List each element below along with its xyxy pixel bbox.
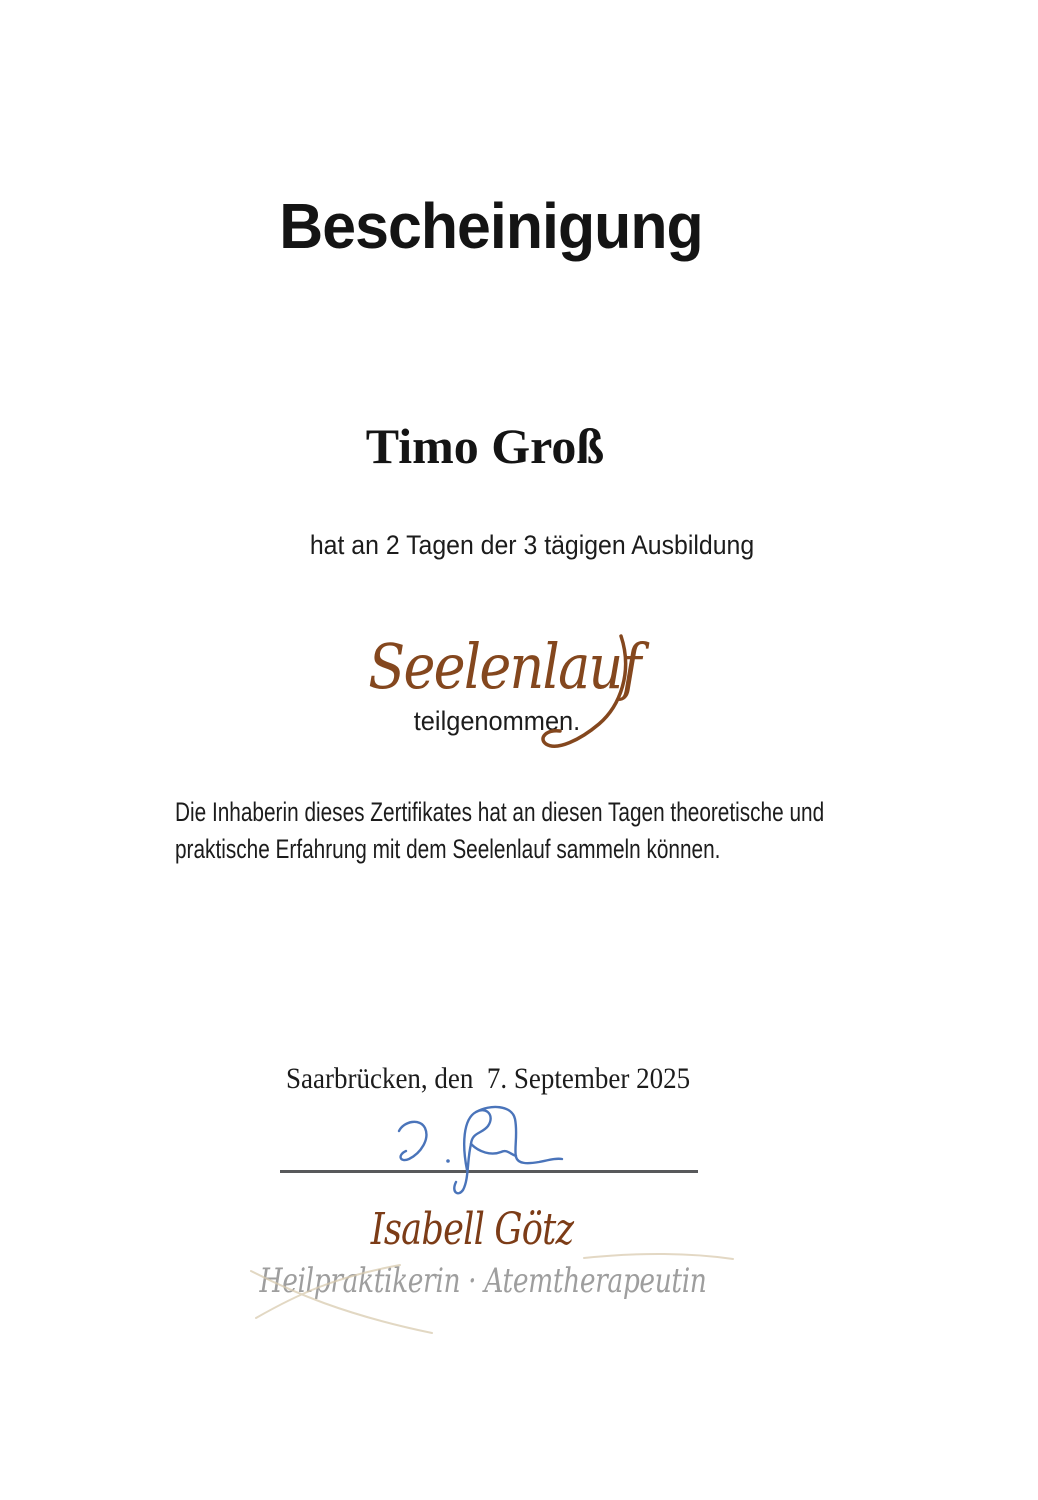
recipient-name: Timo Groß [365,418,605,474]
signer-name: Isabell Götz [370,1204,574,1255]
body-paragraph-line1: Die Inhaberin dieses Zertifikates hat an diesen Tagen theoretische und [175,797,825,827]
course-description-line: hat an 2 Tagen der 3 tägigen Ausbildung [309,530,755,560]
certificate-title: Bescheinigung [279,190,703,262]
signature-rule-line [280,1170,698,1173]
participation-line: teilgenommen. [413,706,581,736]
body-paragraph [175,794,824,868]
program-name-calligraphy: Seelenlauf [368,630,640,703]
place-and-date-line: Saarbrücken, den 7. September 2025 [286,1062,691,1095]
signer-titles: Heilpraktikerin · Atemtherapeutin [259,1261,707,1301]
handwritten-signature-icon [399,1107,562,1193]
body-paragraph-line2: praktische Erfahrung mit dem Seelenlauf sammeln können. [175,834,721,864]
